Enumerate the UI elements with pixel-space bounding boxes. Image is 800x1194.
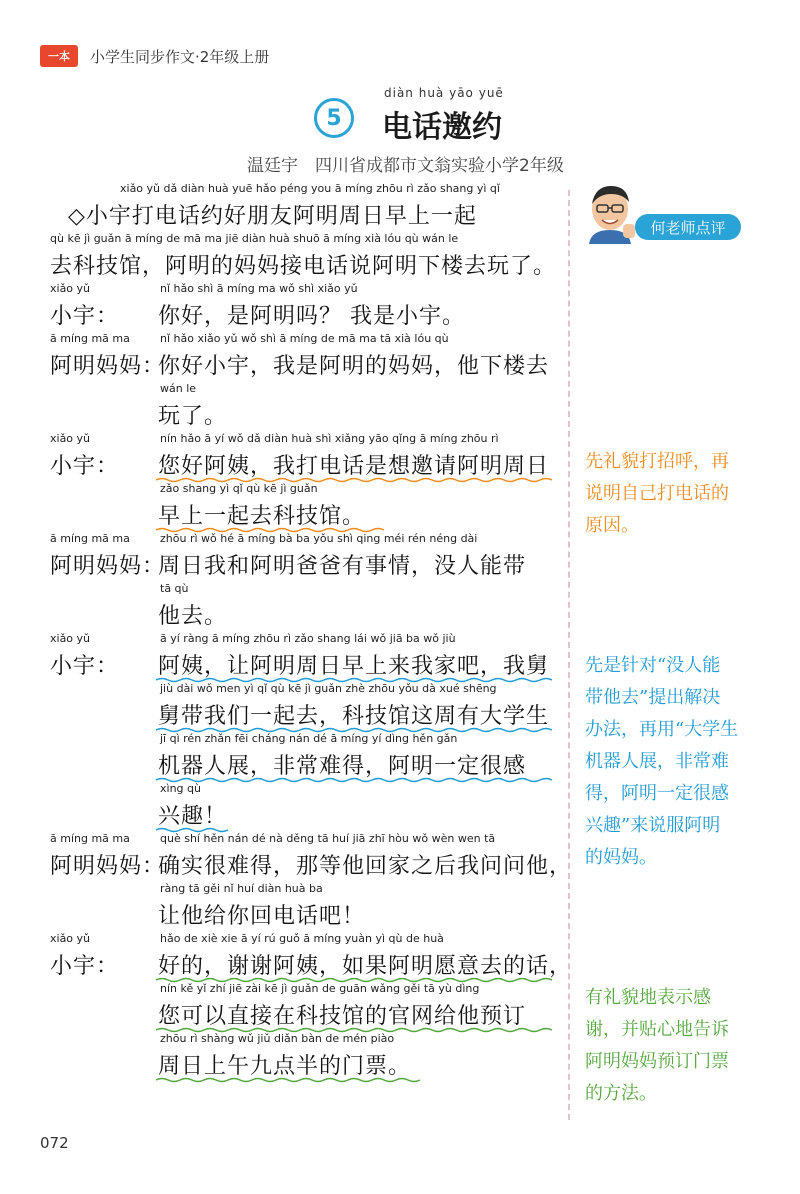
comment-line: 办法，再用“大学生: [585, 719, 739, 740]
book-title: 小学生同步作文·2年级上册: [90, 47, 270, 66]
dialog-line: [50, 276, 560, 329]
intro-line-2: [50, 226, 560, 279]
comment-orange: [585, 446, 755, 542]
dialog-text: 阿姨，让阿明周日早上来我家吧，我舅: [158, 654, 550, 679]
teacher-comment-label: 何老师点评: [635, 214, 741, 240]
pinyin: xiǎo yǔ dǎ diàn huà yuē hǎo péng you ā míng zhōu rì zǎo shang yì qǐ: [120, 182, 500, 195]
pinyin: hǎo de xiè xie ā yí rú guǒ ā míng yuàn yì qù de huà: [160, 932, 444, 945]
dialog-text: 周日上午九点半的门票。: [158, 1054, 412, 1079]
dialog-line: [50, 526, 560, 579]
dialog-line: [50, 1026, 560, 1079]
title-pinyin: diàn huà yāo yuē: [384, 86, 504, 100]
comment-line: 的方法。: [585, 1083, 657, 1104]
pinyin: ràng tā gěi nǐ huí diàn huà ba: [160, 882, 323, 895]
dialog-text: 好的，谢谢阿姨，如果阿明愿意去的话，: [158, 954, 573, 979]
dialog-text: 确实很难得，那等他回家之后我问问他，: [158, 854, 573, 879]
dialog-text: 机器人展，非常难得，阿明一定很感: [158, 754, 527, 779]
speaker-name: 阿明妈妈：: [50, 354, 166, 379]
dialog-line: [50, 476, 560, 529]
comment-line: 谢，并贴心地告诉: [585, 1019, 729, 1040]
dialog-text: 您可以直接在科技馆的官网给他预订: [158, 1004, 527, 1029]
teacher-avatar-icon: [583, 182, 639, 244]
pinyin: què shí hěn nán dé nà děng tā huí jiā zhī hòu wǒ wèn wen tā: [160, 832, 496, 845]
pinyin: jiù dài wǒ men yì qǐ qù kē jì guǎn zhè zhōu yǒu dà xué shēng: [160, 682, 497, 695]
dialog-line: [50, 626, 560, 679]
speaker-pinyin: ā míng mā ma: [50, 532, 130, 545]
pinyin: nǐ hǎo xiǎo yǔ wǒ shì ā míng de mā ma tā xià lóu qù: [160, 332, 449, 345]
dialog-text: 你好小宇，我是阿明的妈妈，他下楼去: [158, 354, 550, 379]
pinyin: wán le: [160, 382, 197, 395]
dialog-line: [50, 376, 560, 429]
comment-line: 先是针对“没人能: [585, 655, 721, 676]
dialog-text: 兴趣！: [158, 804, 228, 829]
dialog-line: [50, 976, 560, 1029]
comment-line: 说明自己打电话的: [585, 483, 729, 504]
speaker-pinyin: xiǎo yǔ: [50, 932, 91, 945]
dialog-line: [50, 776, 560, 829]
intro-text: ◇小宇打电话约好朋友阿明周日早上一起: [68, 204, 477, 229]
intro-line-1: [50, 176, 560, 229]
pinyin: nǐ hǎo shì ā míng ma wǒ shì xiǎo yǔ: [160, 282, 358, 295]
dialog-line: [50, 926, 573, 979]
comment-line: 原因。: [585, 515, 639, 536]
green-underline: [156, 1077, 426, 1083]
comment-line: 兴趣”来说服阿明: [585, 815, 721, 836]
dialog-line: [50, 726, 560, 779]
speaker-pinyin: ā míng mā ma: [50, 832, 130, 845]
speaker-pinyin: xiǎo yǔ: [50, 432, 91, 445]
dialog-line: [50, 676, 560, 729]
dialog-text: 让他给你回电话吧！: [158, 904, 366, 929]
dialog-line: [50, 426, 560, 479]
pinyin: jī qì rén zhǎn fēi cháng nán dé ā míng yí dìng hěn gǎn: [160, 732, 458, 745]
pinyin: zhōu rì shàng wǔ jiǔ diǎn bàn de mén piào: [160, 1032, 395, 1045]
intro-text: 去科技馆，阿明的妈妈接电话说阿明下楼去玩了。: [50, 254, 557, 279]
column-divider: [568, 190, 570, 1120]
speaker-name: 小宇：: [50, 304, 120, 329]
dialog-line: [50, 326, 560, 379]
speaker-name: 阿明妈妈：: [50, 554, 166, 579]
pinyin: zhōu rì wǒ hé ā míng bà ba yǒu shì qing méi rén néng dài: [160, 532, 478, 545]
speaker-pinyin: xiǎo yǔ: [50, 632, 91, 645]
dialog-line: [50, 576, 560, 629]
speaker-name: 阿明妈妈：: [50, 854, 166, 879]
lesson-title: 电话邀约: [382, 110, 502, 145]
dialog-text: 早上一起去科技馆。: [158, 504, 366, 529]
author-line: 温廷宇 四川省成都市文翁实验小学2年级: [247, 156, 564, 176]
comment-line: 得，阿明一定很感: [585, 783, 729, 804]
dialog-line: [50, 876, 560, 929]
pinyin: xìng qù: [160, 782, 201, 795]
dialog-text: 玩了。: [158, 404, 228, 429]
comment-line: 机器人展，非常难: [585, 751, 729, 772]
comment-line: 先礼貌打招呼，再: [585, 451, 729, 472]
pinyin: zǎo shang yì qǐ qù kē jì guǎn: [160, 482, 318, 495]
lesson-title-block: [310, 86, 550, 145]
pinyin: nín kě yǐ zhí jiē zài kē jì guǎn de guān wǎng gěi tā yù dìng: [160, 982, 480, 995]
pinyin: qù kē jì guǎn ā míng de mā ma jiē diàn huà shuō ā míng xià lóu qù wán le: [50, 232, 459, 245]
dialog-text: 你好，是阿明吗？ 我是小宇。: [158, 304, 465, 329]
comment-blue: [585, 650, 755, 874]
pinyin: tā qù: [160, 582, 189, 595]
speaker-pinyin: ā míng mā ma: [50, 332, 130, 345]
speaker-name: 小宇：: [50, 654, 120, 679]
page-header: [40, 44, 269, 68]
lesson-number-badge: 5: [314, 98, 354, 138]
dialog-body: [50, 176, 573, 1079]
comment-line: 带他去”提出解决: [585, 687, 721, 708]
pinyin: nín hǎo ā yí wǒ dǎ diàn huà shì xiǎng yāo qǐng ā míng zhōu rì: [160, 432, 499, 445]
speaker-name: 小宇：: [50, 954, 120, 979]
comment-line: 阿明妈妈预订门票: [585, 1051, 729, 1072]
dialog-text: 您好阿姨，我打电话是想邀请阿明周日: [158, 454, 550, 479]
teacher-badge: [583, 182, 743, 244]
comment-line: 有礼貌地表示感: [585, 987, 711, 1008]
dialog-text: 舅带我们一起去，科技馆这周有大学生: [158, 704, 550, 729]
comment-line: 的妈妈。: [585, 847, 657, 868]
comment-green: [585, 982, 755, 1110]
dialog-text: 周日我和阿明爸爸有事情，没人能带: [158, 554, 527, 579]
speaker-name: 小宇：: [50, 454, 120, 479]
brand-logo: 一本: [40, 45, 78, 67]
dialog-line: [50, 826, 573, 879]
page-number: 072: [40, 1134, 69, 1152]
pinyin: ā yí ràng ā míng zhōu rì zǎo shang lái wǒ jiā ba wǒ jiù: [160, 632, 456, 645]
dialog-text: 他去。: [158, 604, 228, 629]
speaker-pinyin: xiǎo yǔ: [50, 282, 91, 295]
